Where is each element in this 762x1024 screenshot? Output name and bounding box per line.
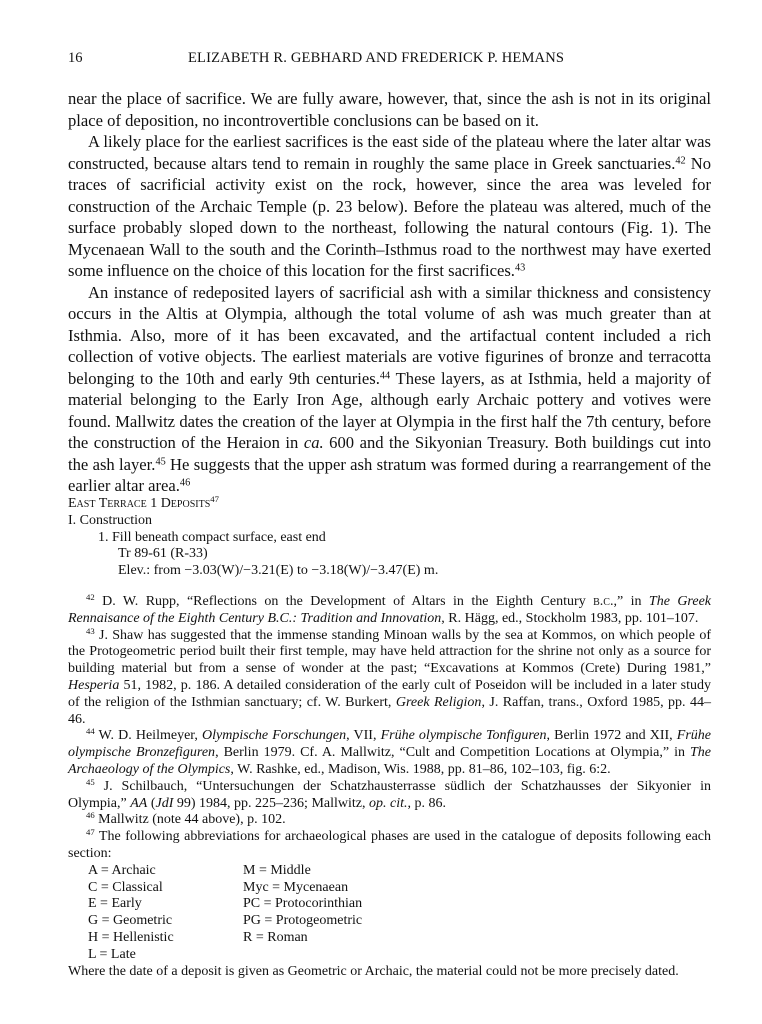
abbreviation: C = Classical xyxy=(88,879,163,895)
deposit-catalogue xyxy=(68,496,711,580)
abbreviation-table xyxy=(88,863,711,964)
footnote-43: $^{43}$ J. Shaw has suggested that the immense standing Minoan walls by the sea at Kommos, on which people of the Protogeometric period built their first temple, may have held attraction for the shrine not only as a source for building material but from a sense of wonder at the past; “Excavations at Kommos (Crete) During 1981,” Hesperia 51, 1982, p. 186. A detailed consideration of the early cult of Poseidon will be included in a later study of the religion of the Isthmian sanctuary; cf. W. Burkert, Greek Religion, J. Raffan, trans., Oxford 1985, pp. 44–46. xyxy=(68,625,711,727)
paragraph-2: A likely place for the earliest sacrifices is the east side of the plateau where the later altar was constructed, because altars tend to remain in roughly the same place in Greek sanctuaries.$^{42}$ No traces of sacrificial activity exist on the rock, however, since the area was leveled for construction of the Archaic Temple (p. 23 below). Before the plateau was altered, much of the surface probably sloped down to the northeast, following the natural contours (Fig. 1). The Mycenaean Wall to the south and the Corinth–Isthmus road to the northwest may have exerted some influence on the choice of this location for the first sacrifices.$^{43}$ xyxy=(68,132,711,280)
footnote-46: $^{46}$ Mallwitz (note 44 above), p. 102. xyxy=(86,810,286,828)
footnote-45: $^{45}$ J. Schilbauch, “Untersuchungen der Schatzhausterrasse südlich der Schatzhausses der Sikyonier in Olympia,” AA (JdI 99) 1984, pp. 225–236; Mallwitz, op. cit., p. 86. xyxy=(68,777,711,811)
footnote-ref-44[interactable]: 44 xyxy=(379,369,391,381)
abbreviation: M = Middle xyxy=(243,862,311,878)
abbreviation: Myc = Mycenaean xyxy=(243,879,349,895)
footnote-42: $^{42}$ D. W. Rupp, “Reflections on the Development of Altars in the Eighth Century b.c.,” in The Greek Rennaisance of the Eighth Century B.C.: Tradition and Innovation, R. Hägg, ed., Stockholm 1983, pp. 101–107. xyxy=(68,592,712,626)
abbreviation: PG = Protogeometric xyxy=(243,913,363,929)
elevation-label: Elev.: from −3.03(W)/−3.21(E) to −3.18(W)/−3.47(E) m. xyxy=(118,563,439,579)
abbreviation: R = Roman xyxy=(243,929,308,945)
abbreviation: A = Archaic xyxy=(88,862,156,878)
page-number: 16 xyxy=(68,50,83,66)
construction-label: I. Construction xyxy=(68,512,152,528)
footnotes xyxy=(68,594,711,980)
section-heading: East Terrace 1 Deposits$^{47}$ xyxy=(68,494,219,511)
running-header xyxy=(68,50,711,72)
abbreviation: H = Hellenistic xyxy=(88,929,174,945)
abbreviation: E = Early xyxy=(88,896,142,912)
footnote-44: $^{44}$ W. D. Heilmeyer, Olympische Forschungen, VII, Frühe olympische Tonfiguren, Berlin 1972 and XII, Frühe olympische Bronzefiguren, Berlin 1979. Cf. A. Mallwitz, “Cult and Competition Locations at Olympia,” in The Archaeology of the Olympics, W. Rashke, ed., Madison, Wis. 1988, pp. 81–86, 102–103, fig. 6:2. xyxy=(68,726,712,777)
footnote-ref-46[interactable]: 46 xyxy=(179,477,191,489)
footnote-ref-45[interactable]: 45 xyxy=(155,455,166,467)
trench-label: Tr 89-61 (R-33) xyxy=(118,546,208,562)
running-head-authors: ELIZABETH R. GEBHARD AND FREDERICK P. HEMANS xyxy=(188,50,565,66)
abbreviation: PC = Protocorinthian xyxy=(243,896,363,912)
abbreviation: G = Geometric xyxy=(88,913,173,929)
footnote-ref-43[interactable]: 43 xyxy=(514,262,526,274)
deposit-item-1: 1. Fill beneath compact surface, east end xyxy=(98,529,326,545)
body-text xyxy=(68,88,711,497)
footnote-ref-47[interactable]: 47 xyxy=(210,494,219,505)
footnote-ref-42[interactable]: 42 xyxy=(675,154,686,166)
abbreviation xyxy=(243,947,443,964)
paragraph-3: An instance of redeposited layers of sacrificial ash with a similar thickness and consistency occurs in the Altis at Olympia, although the total volume of ash was much greater than at Isthmia. Also, more of it has been excavated, and the artifactual content included a rich collection of votive objects. The earliest materials are votive figurines of bronze and terracotta belonging to the 10th and early 9th centuries.$^{44}$ These layers, as at Isthmia, held a majority of material belonging to the Early Iron Age, although early Archaic pottery and votives were found. Mallwitz dates the creation of the layer at Olympia in the first half the 7th century, before the construction of the Heraion in ca. 600 and the Sikyonian Treasury. Both buildings cut into the ash layer.$^{45}$ He suggests that the upper ash stratum was formed during a rearrangement of the earlier altar area.$^{46}$ xyxy=(68,282,712,495)
footnote-47: $^{47}$ The following abbreviations for archaeological phases are used in the catalogue of deposits following each section: xyxy=(68,827,711,861)
closing-note: Where the date of a deposit is given as Geometric or Archaic, the material could not be more precisely dated. xyxy=(68,963,679,979)
paragraph-1: near the place of sacrifice. We are fully aware, however, that, since the ash is not in its original place of deposition, no incontrovertible conclusions can be based on it. xyxy=(68,89,711,130)
abbreviation: L = Late xyxy=(88,946,136,962)
